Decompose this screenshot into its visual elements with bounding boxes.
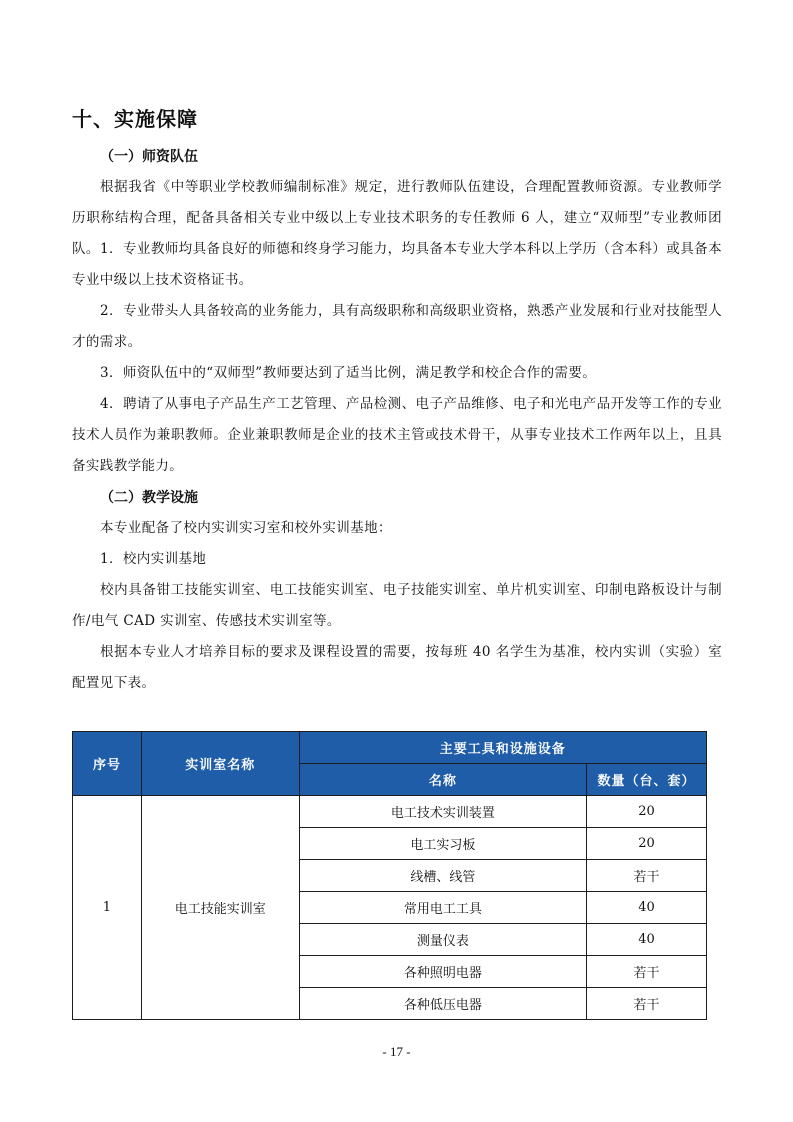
header-equipment: 主要工具和设施设备 bbox=[299, 732, 706, 764]
subsection-title-facilities: （二）教学设施 bbox=[100, 490, 198, 506]
cell-seq: 1 bbox=[73, 796, 142, 1020]
cell-quantity: 若干 bbox=[587, 860, 707, 892]
cell-quantity: 若干 bbox=[587, 956, 707, 988]
table-header-row bbox=[73, 732, 707, 764]
section-title: 十、实施保障 bbox=[72, 107, 198, 131]
cell-room-name: 电工技能实训室 bbox=[141, 796, 299, 1020]
cell-quantity: 40 bbox=[587, 892, 707, 924]
header-seq: 序号 bbox=[73, 732, 142, 796]
header-room-name: 实训室名称 bbox=[141, 732, 299, 796]
paragraph: 2．专业带头人具备较高的业务能力，具有高级职称和高级职业资格，熟悉产业发展和行业对技能型人才的需求。 bbox=[72, 303, 722, 350]
facility-table bbox=[72, 731, 707, 1020]
cell-equipment-name: 线槽、线管 bbox=[299, 860, 587, 892]
cell-equipment-name: 测量仪表 bbox=[299, 924, 587, 956]
paragraph: 1．专业教师均具备良好的师德和终身学习能力，均具备本专业大学本科以上学历（含本科）或具备本专业中级以上技术资格证书。 bbox=[72, 241, 722, 288]
paragraph: 本专业配备了校内实训实习室和校外实训基地： bbox=[100, 520, 392, 536]
paragraph: 1．校内实训基地 bbox=[100, 551, 207, 567]
paragraph: 校内具备钳工技能实训室、电工技能实训室、电子技能实训室、单片机实训室、印制电路板设计与制作/电气 CAD 实训室、传感技术实训室等。 bbox=[72, 582, 722, 629]
paragraph: 4．聘请了从事电子产品生产工艺管理、产品检测、电子产品维修、电子和光电产品开发等工作的专业技术人员作为兼职教师。企业兼职教师是企业的技术主管或技术骨干，从事专业技术工作两年以上，且具备实践教学能力。 bbox=[72, 396, 722, 474]
paragraph: 根据本专业人才培养目标的要求及课程设置的需要，按每班 40 名学生为基准，校内实训（实验）室配置见下表。 bbox=[72, 644, 722, 691]
paragraph: 根据我省《中等职业学校教师编制标准》规定，进行教师队伍建设，合理配置教师资源。专业教师学历职称结构合理，配备具备相关专业中级以上专业技术职务的专任教师 6 人，建立“双师型”专业教师团队。 bbox=[72, 179, 722, 257]
cell-quantity: 若干 bbox=[587, 988, 707, 1020]
page-number: - 17 - bbox=[382, 1044, 411, 1059]
header-quantity: 数量（台、套） bbox=[587, 764, 707, 796]
cell-equipment-name: 各种照明电器 bbox=[299, 956, 587, 988]
cell-equipment-name: 电工实习板 bbox=[299, 828, 587, 860]
header-name: 名称 bbox=[299, 764, 587, 796]
table-row bbox=[73, 796, 707, 828]
cell-equipment-name: 常用电工工具 bbox=[299, 892, 587, 924]
cell-quantity: 40 bbox=[587, 924, 707, 956]
subsection-title-faculty: （一）师资队伍 bbox=[100, 149, 198, 165]
cell-equipment-name: 各种低压电器 bbox=[299, 988, 587, 1020]
cell-quantity: 20 bbox=[587, 796, 707, 828]
paragraph: 3．师资队伍中的“双师型”教师要达到了适当比例，满足教学和校企合作的需要。 bbox=[100, 365, 597, 381]
cell-quantity: 20 bbox=[587, 828, 707, 860]
cell-equipment-name: 电工技术实训装置 bbox=[299, 796, 587, 828]
